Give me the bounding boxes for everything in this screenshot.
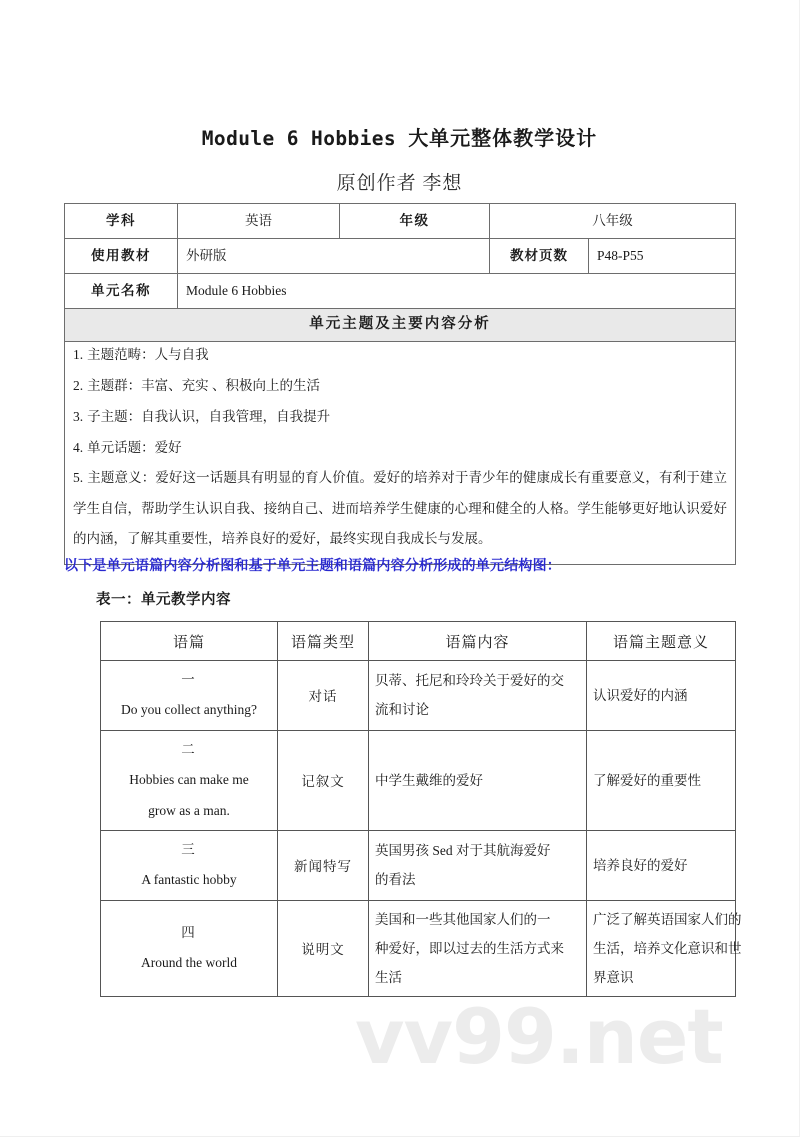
unit-teaching-content-table <box>100 621 742 997</box>
text-type-cell: 对话 <box>278 661 369 731</box>
list-item-number: 5. <box>73 470 84 486</box>
text-title-cell <box>101 830 278 900</box>
page-subtitle: 原创作者 李想 <box>336 173 463 194</box>
text-content-cell <box>369 830 587 900</box>
textbook-label: 使用教材 <box>65 239 178 274</box>
table-row <box>101 900 736 996</box>
list-item <box>73 401 727 432</box>
text-title-en: Do you collect anything? <box>120 702 258 718</box>
text-title-en-line1: Hobbies can make me <box>129 772 249 788</box>
text-ordinal: 四 <box>181 924 197 940</box>
list-item-label: 主题群：丰富、充实 、积极向上的生活 <box>87 378 320 394</box>
meaning-line: 了解爱好的重要性 <box>593 772 701 788</box>
content-line: 生活 <box>375 969 402 985</box>
text-meaning-cell <box>587 730 736 830</box>
grade-value: 八年级 <box>490 204 736 239</box>
text-ordinal: 二 <box>181 741 197 757</box>
page-title-en: Module 6 Hobbies <box>201 127 397 150</box>
list-item-number: 1. <box>73 347 84 362</box>
column-header-text: 语篇 <box>101 622 278 661</box>
list-item-number: 3. <box>73 409 84 425</box>
text-title-cell <box>101 661 278 731</box>
table-row <box>101 830 736 900</box>
pages-cell <box>490 239 736 274</box>
list-item-number: 2. <box>73 378 84 394</box>
list-item <box>73 463 727 554</box>
unit-value: Module 6 Hobbies <box>178 274 736 309</box>
unit-label: 单元名称 <box>65 274 178 309</box>
table-row <box>101 661 736 731</box>
text-content-cell <box>369 730 587 830</box>
content-line: 流和讨论 <box>375 702 429 718</box>
list-item-number: 4. <box>73 440 84 456</box>
subject-label: 学科 <box>65 204 178 239</box>
meaning-line: 生活，培养文化意识和世 <box>593 940 742 956</box>
pages-value: P48-P55 <box>597 247 644 263</box>
text-title-cell <box>101 900 278 996</box>
subject-value: 英语 <box>178 204 340 239</box>
grade-label: 年级 <box>340 204 490 239</box>
text-ordinal: 一 <box>181 672 197 687</box>
text-type-cell: 新闻特写 <box>278 830 369 900</box>
text-ordinal: 三 <box>181 841 197 857</box>
table-row <box>65 274 736 309</box>
text-title-en: A fantastic hobby <box>141 872 237 888</box>
content-line: 英国男孩 Sed 对于其航海爱好 <box>375 843 551 859</box>
table-header-row <box>101 622 736 661</box>
table-row <box>101 730 736 830</box>
table-row <box>65 204 736 239</box>
analysis-section-heading: 单元主题及主要内容分析 <box>65 309 736 342</box>
text-meaning-cell <box>587 830 736 900</box>
page-title <box>0 0 799 151</box>
text-meaning-cell <box>587 661 736 731</box>
column-header-type: 语篇类型 <box>278 622 369 661</box>
list-item <box>73 339 727 370</box>
list-item-label: 主题意义：爱好这一话题具有明显的育人价值。爱好的培养对于青少年的健康成长有重要意义，有利于建立学生自信，帮助学生认识自我、接纳自己、进而培养学生健康的心理和健全的人格。学生能够更好地认识爱好的内涵，了解其重要性，培养良好的爱好，最终实现自我成长与发展。 <box>73 470 727 546</box>
textbook-value: 外研版 <box>178 239 490 274</box>
text-content-cell <box>369 900 587 996</box>
meaning-line: 认识爱好的内涵 <box>593 687 688 703</box>
list-item-label: 子主题：自我认识，自我管理，自我提升 <box>87 409 331 425</box>
content-line: 美国和一些其他国家人们的一 <box>375 911 551 927</box>
list-item <box>73 370 727 401</box>
list-item-label: 单元话题：爱好 <box>87 440 182 456</box>
unit-info-table <box>64 203 736 342</box>
table-caption: 表一：单元教学内容 <box>96 592 231 608</box>
meaning-line: 界意识 <box>593 969 634 985</box>
text-meaning-cell <box>587 900 742 996</box>
analysis-body <box>64 333 736 565</box>
column-header-meaning: 语篇主题意义 <box>587 622 736 661</box>
page-title-cn: 大单元整体教学设计 <box>408 128 598 150</box>
text-type-cell: 记叙文 <box>278 730 369 830</box>
content-line: 种爱好，即以过去的生活方式来 <box>375 940 564 956</box>
content-line: 的看法 <box>375 872 416 888</box>
meaning-line: 培养良好的爱好 <box>593 857 688 873</box>
meaning-line: 广泛了解英语国家人们的 <box>593 911 742 927</box>
blue-note-text: 以下是单元语篇内容分析图和基于单元主题和语篇内容分析形成的单元结构图： <box>64 559 561 574</box>
table-row <box>65 239 736 274</box>
content-line: 贝蒂、托尼和玲玲关于爱好的交 <box>375 673 564 689</box>
list-item-label: 主题范畴：人与自我 <box>87 347 209 362</box>
content-line: 中学生戴维的爱好 <box>375 772 483 788</box>
text-title-cell <box>101 730 278 830</box>
text-title-en: Around the world <box>141 955 237 971</box>
text-title-en-line2: grow as a man. <box>148 802 230 818</box>
watermark: vv99.net <box>355 992 723 1081</box>
pages-label: 教材页数 <box>490 239 589 273</box>
text-content-cell <box>369 661 587 731</box>
text-type-cell: 说明文 <box>278 900 369 996</box>
column-header-content: 语篇内容 <box>369 622 587 661</box>
list-item <box>73 432 727 463</box>
